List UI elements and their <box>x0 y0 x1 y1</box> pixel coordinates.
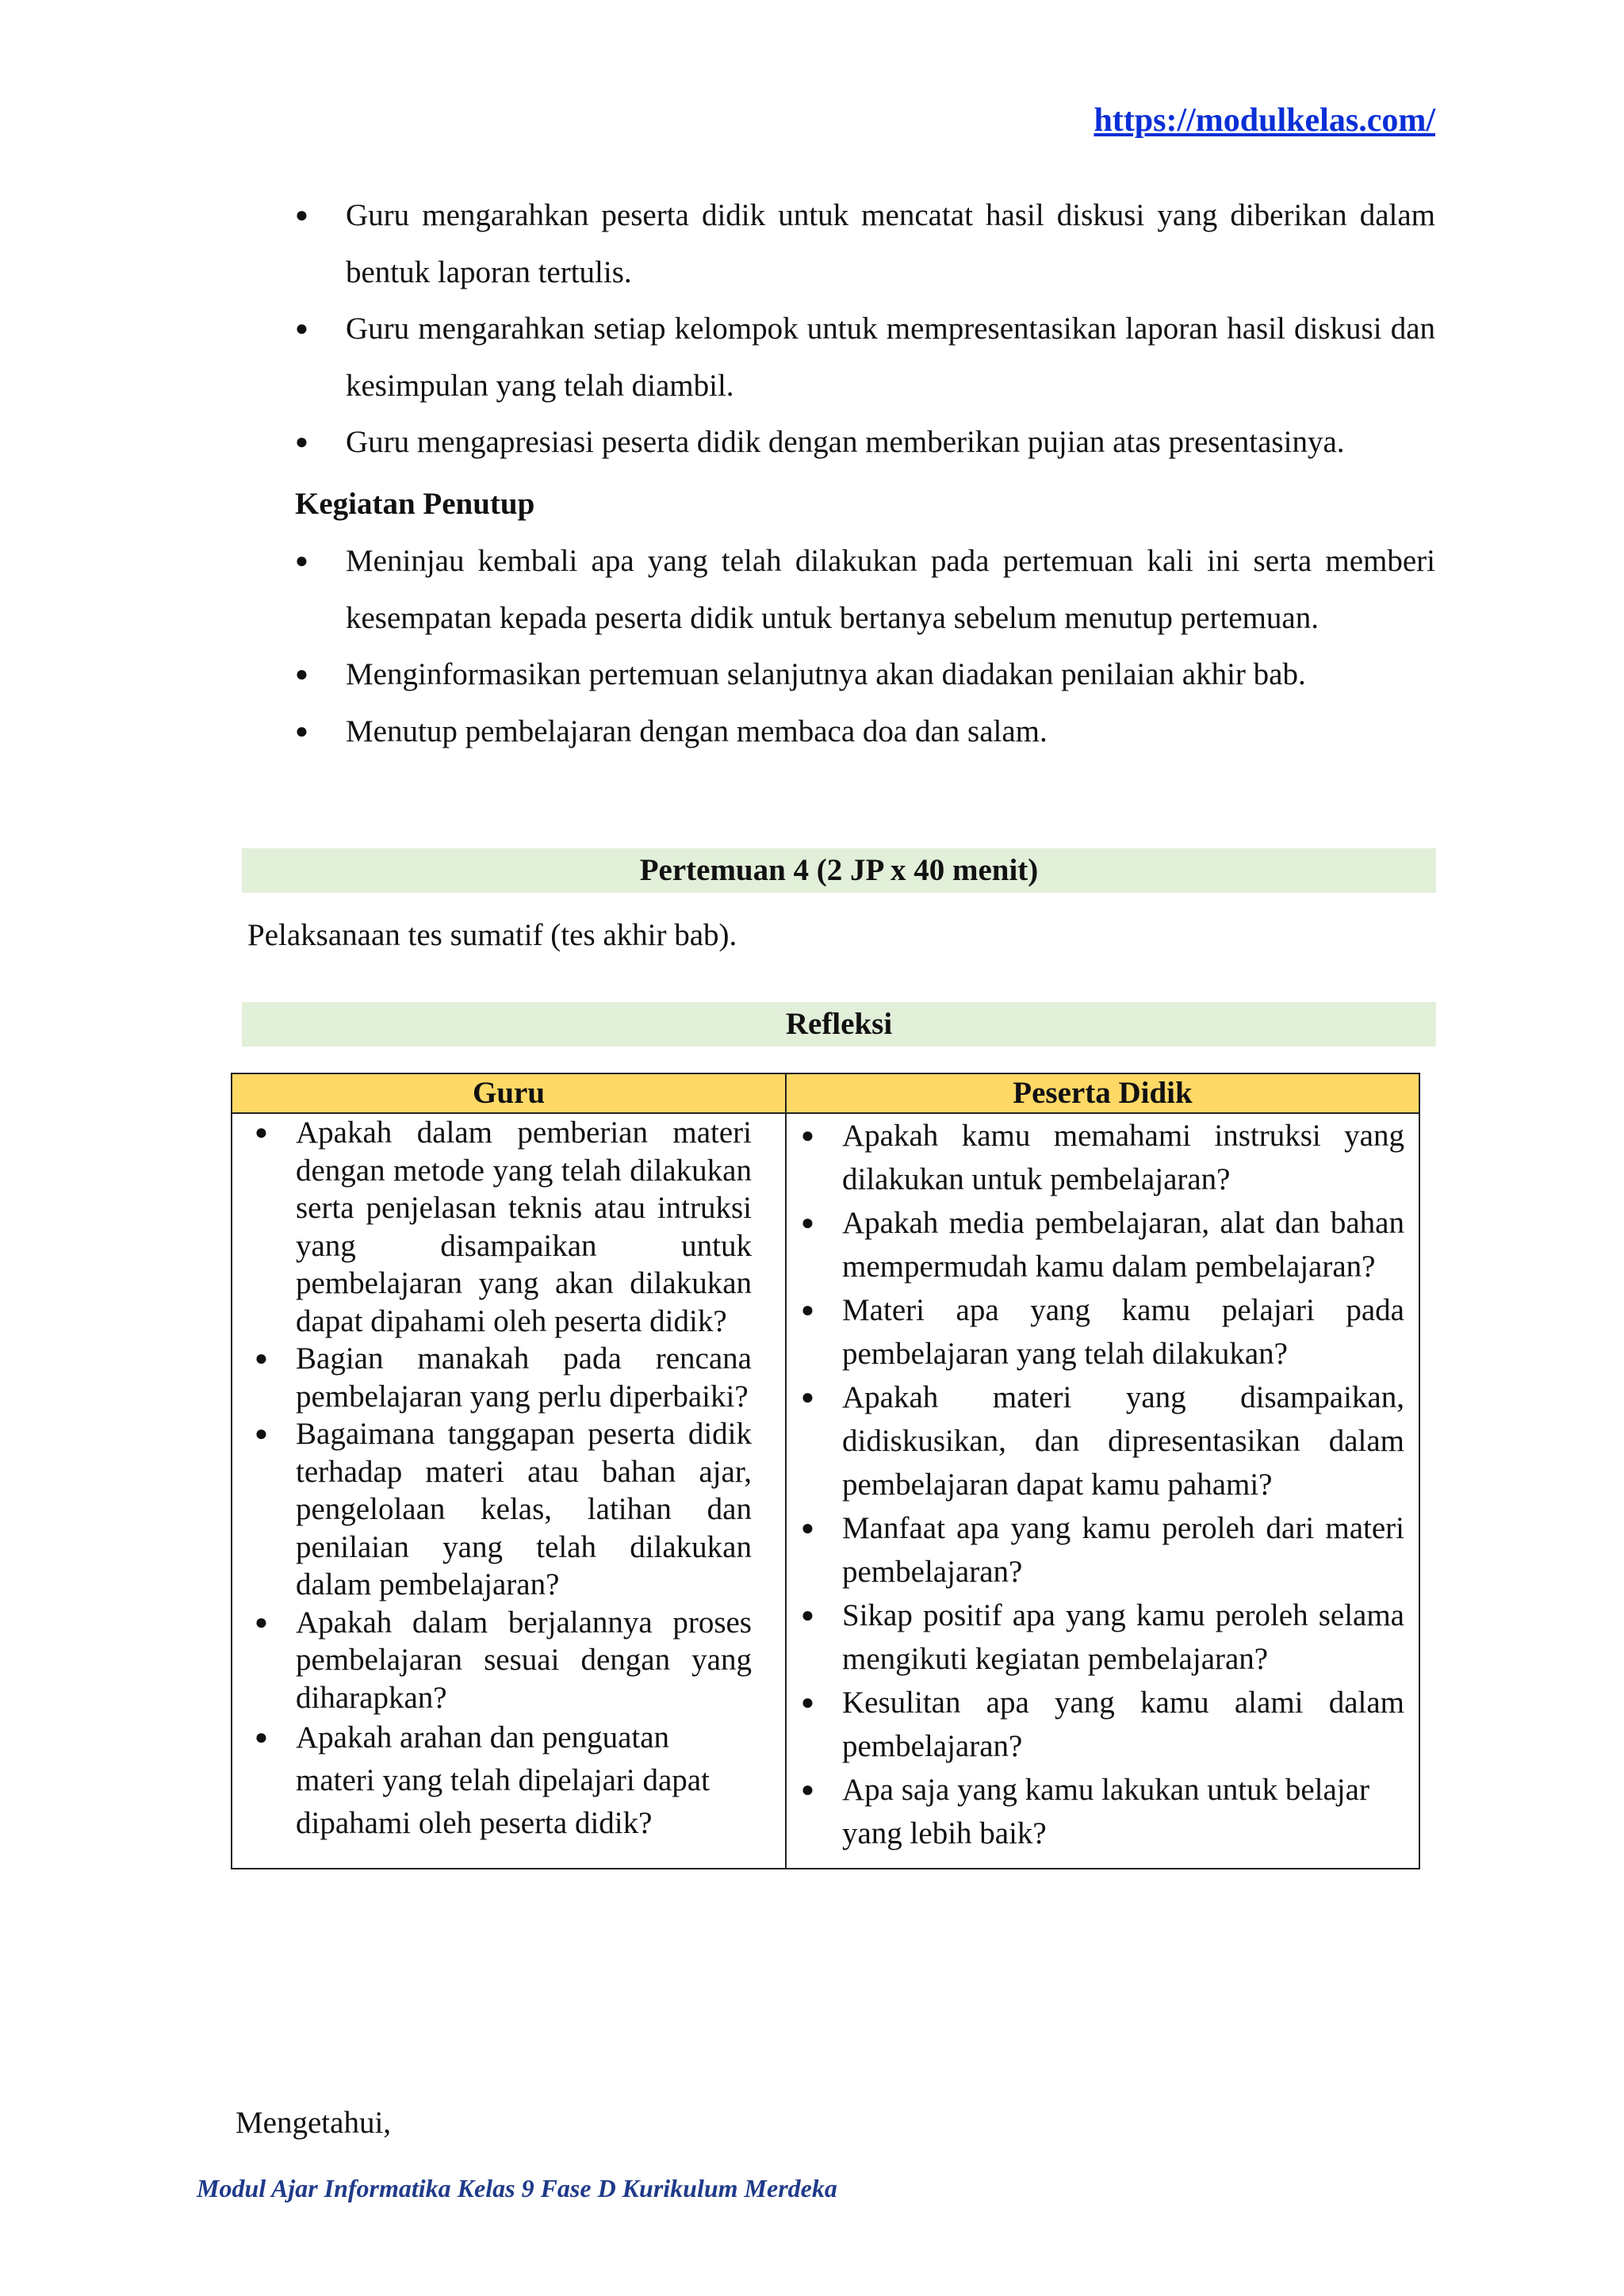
peserta-cell <box>786 1113 1419 1869</box>
list-item: ● Apakah arahan dan penguatan materi yang telah dipelajari dapat dipahami oleh peserta didik? <box>255 1716 752 1845</box>
list-item: ● Menginformasikan pertemuan selanjutnya akan diadakan penilaian akhir bab. <box>295 646 1435 703</box>
list-item: ● Bagaimana tanggapan peserta didik terhadap materi atau bahan ajar, pengelolaan kelas, latihan dan penilaian yang telah dilakukan dalam pembelajaran? <box>255 1415 752 1604</box>
peserta-column-header: Peserta Didik <box>786 1073 1419 1113</box>
refleksi-table <box>231 1073 1420 1869</box>
pertemuan-4-text: Pelaksanaan tes sumatif (tes akhir bab). <box>247 918 737 952</box>
list-item: ● Sikap positif apa yang kamu peroleh selama mengikuti kegiatan pembelajaran? <box>801 1594 1404 1681</box>
list-item: ● Guru mengarahkan setiap kelompok untuk mempresentasikan laporan hasil diskusi dan kesimpulan yang telah diambil. <box>295 300 1435 414</box>
list-item: ● Apakah materi yang disampaikan, didiskusikan, dan dipresentasikan dalam pembelajaran dapat kamu pahami? <box>801 1376 1404 1506</box>
list-item: ● Apakah dalam berjalannya proses pembelajaran sesuai dengan yang diharapkan? <box>255 1604 752 1717</box>
section-heading-penutup: Kegiatan Penutup <box>295 487 535 521</box>
refleksi-heading: Refleksi <box>242 1002 1436 1047</box>
pertemuan-4-heading: Pertemuan 4 (2 JP x 40 menit) <box>242 848 1436 893</box>
list-item: ● Manfaat apa yang kamu peroleh dari materi pembelajaran? <box>801 1506 1404 1594</box>
guru-cell <box>232 1113 786 1869</box>
page-footer: Modul Ajar Informatika Kelas 9 Fase D Kurikulum Merdeka <box>197 2174 837 2202</box>
list-item: ● Apakah kamu memahami instruksi yang dilakukan untuk pembelajaran? <box>801 1114 1404 1201</box>
list-item: ● Apakah media pembelajaran, alat dan bahan mempermudah kamu dalam pembelajaran? <box>801 1201 1404 1288</box>
header-url-link[interactable]: https://modulkelas.com/ <box>1094 102 1435 139</box>
list-item: ● Materi apa yang kamu pelajari pada pembelajaran yang telah dilakukan? <box>801 1288 1404 1376</box>
top-bullet-list <box>295 187 1435 471</box>
list-item: ● Bagian manakah pada rencana pembelajaran yang perlu diperbaiki? <box>255 1340 752 1415</box>
list-item: ● Menutup pembelajaran dengan membaca doa dan salam. <box>295 703 1435 760</box>
list-item: ● Guru mengapresiasi peserta didik dengan memberikan pujian atas presentasinya. <box>295 414 1435 471</box>
list-item: ● Kesulitan apa yang kamu alami dalam pembelajaran? <box>801 1681 1404 1768</box>
penutup-bullet-list <box>295 533 1435 760</box>
list-item: ● Apa saja yang kamu lakukan untuk belajar yang lebih baik? <box>801 1768 1404 1855</box>
guru-column-header: Guru <box>232 1073 786 1113</box>
closing-text: Mengetahui, <box>236 2106 392 2140</box>
list-item: ● Meninjau kembali apa yang telah dilakukan pada pertemuan kali ini serta memberi kesempatan kepada peserta didik untuk bertanya sebelum menutup pertemuan. <box>295 533 1435 646</box>
list-item: ● Apakah dalam pemberian materi dengan metode yang telah dilakukan serta penjelasan teknis atau intruksi yang disampaikan untuk pembelajaran yang akan dilakukan dapat dipahami oleh peserta didik? <box>255 1114 752 1340</box>
list-item: ● Guru mengarahkan peserta didik untuk mencatat hasil diskusi yang diberikan dalam bentuk laporan tertulis. <box>295 187 1435 300</box>
